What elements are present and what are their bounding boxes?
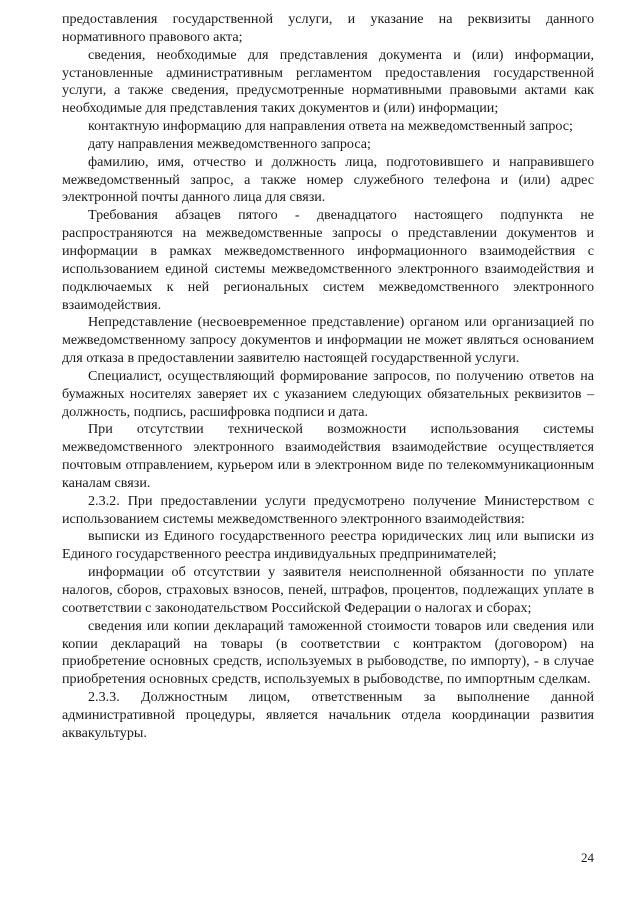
paragraph: сведения или копии деклараций таможенной стоимости товаров или сведения или копии деклараций на товары (в соответствии с контрактом (договором) на приобретение основных средств, используемых в рыбоводстве, по импорту), - в случае приобретения основных средств, используемых в рыбоводстве, по импортным сделкам. [62,617,594,688]
paragraph: сведения, необходимые для представления документа и (или) информации, установленные административным регламентом предоставления государственной услуги, а также сведения, предусмотренные нормативными правовыми актами как необходимые для представления таких документов и (или) информации; [62,46,594,117]
paragraph: При отсутствии технической возможности использования системы межведомственного электронного взаимодействия взаимодействие осуществляется почтовым отправлением, курьером или в электронном виде по телекоммуникационным каналам связи. [62,421,594,491]
paragraph: 2.3.2. При предоставлении услуги предусмотрено получение Министерством с использованием системы межведомственного электронного взаимодействия: [62,492,594,527]
document-body [62,11,594,743]
paragraph: Непредставление (несвоевременное представление) органом или организацией по межведомственному запросу документов и информации не может являться основанием для отказа в предоставлении заявителю настоящей государственной услуги. [62,314,594,367]
paragraph: дату направления межведомственного запроса; [88,135,371,152]
paragraph: Специалист, осуществляющий формирование запросов, по получению ответов на бумажных носителях заверяет их с указанием следующих обязательных реквизитов – должность, подпись, расшифровка подписи и дата. [62,367,594,420]
paragraph: контактную информацию для направления ответа на межведомственный запрос; [88,118,573,135]
paragraph: информации об отсутствии у заявителя неисполненной обязанности по уплате налогов, сборов, страховых взносов, пеней, штрафов, процентов, подлежащих уплате в соответствии с законодательством Российской Федерации о налогах и сборах; [62,564,594,616]
paragraph: фамилию, имя, отчество и должность лица, подготовившего и направившего межведомственный запрос, а также номер служебного телефона и (или) адрес электронной почты данного лица для связи. [62,153,594,206]
paragraph-continuation: предоставления государственной услуги, и указание на реквизиты данного нормативного правового акта; [62,11,594,45]
page-number: 24 [581,850,594,865]
paragraph: выписки из Единого государственного реестра юридических лиц или выписки из Единого государственного реестра индивидуальных предпринимателей; [62,528,594,563]
paragraph: Требования абзацев пятого - двенадцатого настоящего подпункта не распространяются на межведомственные запросы о представлении документов и информации в рамках межведомственного информационного взаимодействия с использованием единой системы межведомственного электронного взаимодействия и подключаемых к ней региональных систем межведомственного электронного взаимодействия. [62,207,594,313]
paragraph: 2.3.3. Должностным лицом, ответственным за выполнение данной административной процедуры, является начальник отдела координации развития аквакультуры. [62,689,594,741]
